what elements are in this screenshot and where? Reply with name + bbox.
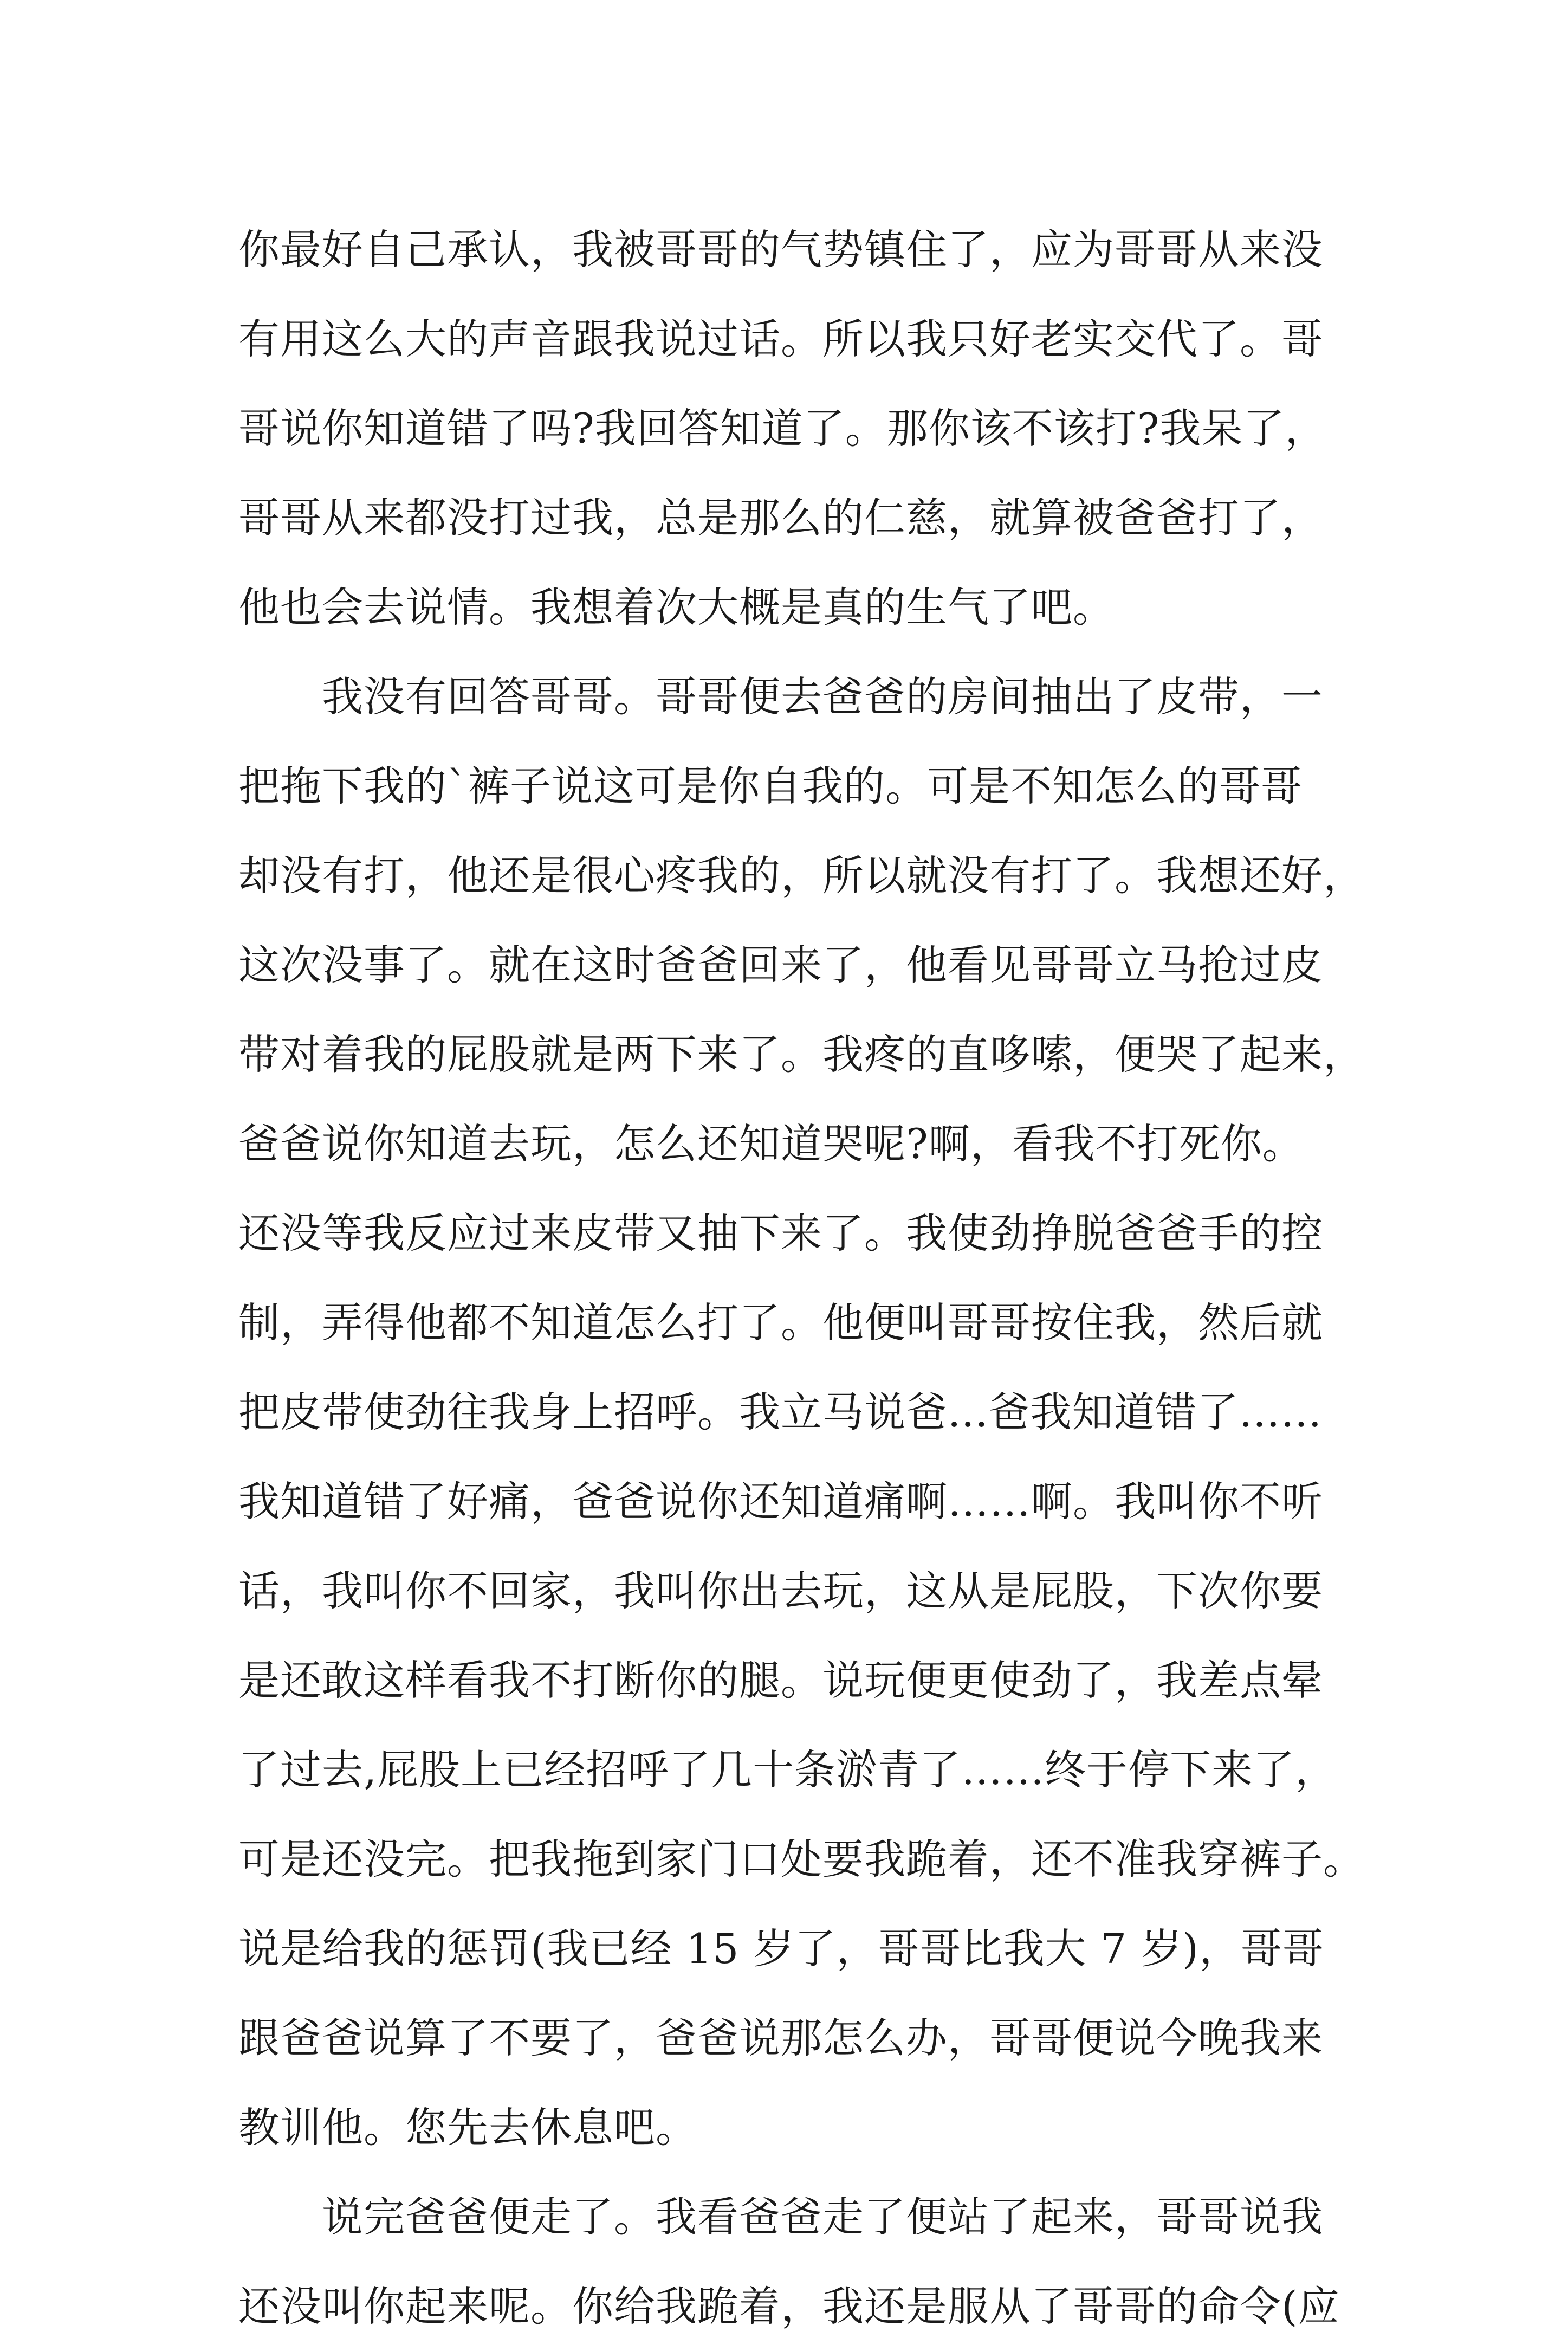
- text-line: 带对着我的屁股就是两下来了。我疼的直哆嗦，便哭了起来，: [238, 1030, 1365, 1078]
- text-line: 话，我叫你不回家，我叫你出去玩，这从是屁股，下次你要: [238, 1567, 1323, 1615]
- text-line: 爸爸说你知道去玩，怎么还知道哭呢?啊，看我不打死你。: [238, 1120, 1304, 1168]
- text-line: 我知道错了好痛，爸爸说你还知道痛啊……啊。我叫你不听: [238, 1477, 1323, 1526]
- text-line: 还没叫你起来呢。你给我跪着，我还是服从了哥哥的命令(应: [238, 2282, 1340, 2330]
- text-line: 哥哥从来都没打过我，总是那么的仁慈，就算被爸爸打了，: [238, 494, 1323, 542]
- text-line: 了过去,屁股上已经招呼了几十条淤青了……终于停下来了，: [238, 1746, 1337, 1794]
- text-line: 可是还没完。把我拖到家门口处要我跪着，还不准我穿裤子。: [238, 1835, 1365, 1883]
- body-text: [238, 205, 1365, 2351]
- text-line: 跟爸爸说算了不要了，爸爸说那怎么办，哥哥便说今晚我来: [238, 2014, 1323, 2062]
- text-line: 教训他。您先去休息吧。: [238, 2103, 697, 2152]
- text-line: 把拖下我的`裤子说这可是你自我的。可是不知怎么的哥哥: [238, 762, 1303, 810]
- text-line: 这次没事了。就在这时爸爸回来了，他看见哥哥立马抢过皮: [238, 941, 1323, 989]
- text-line: 你最好自己承认，我被哥哥的气势镇住了，应为哥哥从来没: [238, 225, 1323, 274]
- text-line: 是还敢这样看我不打断你的腿。说玩便更使劲了，我差点晕: [238, 1656, 1323, 1704]
- text-line: 还没等我反应过来皮带又抽下来了。我使劲挣脱爸爸手的控: [238, 1209, 1323, 1257]
- text-line: 有用这么大的声音跟我说过话。所以我只好老实交代了。哥: [238, 315, 1323, 363]
- text-line: 我没有回答哥哥。哥哥便去爸爸的房间抽出了皮带，一: [238, 673, 1323, 721]
- text-line: 却没有打，他还是很心疼我的，所以就没有打了。我想还好，: [238, 851, 1365, 900]
- text-line: 他也会去说情。我想着次大概是真的生气了吧。: [238, 583, 1115, 631]
- text-line: 制，弄得他都不知道怎么打了。他便叫哥哥按住我，然后就: [238, 1299, 1323, 1347]
- text-line: 哥说你知道错了吗?我回答知道了。那你该不该打?我呆了，: [238, 404, 1327, 453]
- text-line: 说是给我的惩罚(我已经 15 岁了，哥哥比我大 7 岁)，哥哥: [238, 1924, 1324, 1973]
- text-line: 说完爸爸便走了。我看爸爸走了便站了起来，哥哥说我: [238, 2193, 1323, 2241]
- text-line: 把皮带使劲往我身上招呼。我立马说爸...爸我知道错了……: [238, 1388, 1323, 1436]
